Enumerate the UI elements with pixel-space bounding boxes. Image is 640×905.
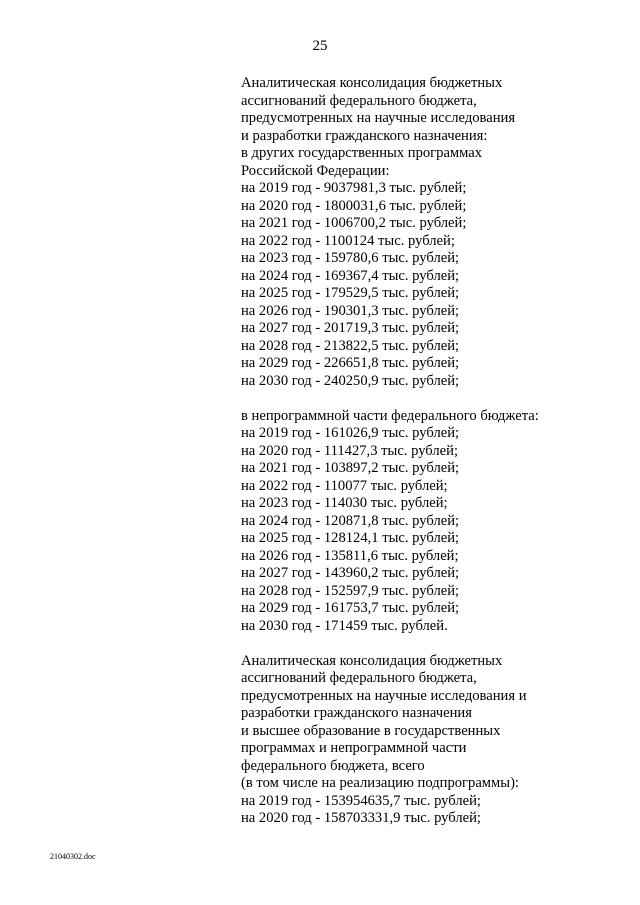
document-file-code: 21040302.doc xyxy=(50,852,96,861)
section-heading-line: Аналитическая консолидация бюджетных xyxy=(241,652,503,669)
section-heading-line: и разработки гражданского назначения: xyxy=(241,127,488,144)
section-total-consolidation xyxy=(241,653,571,828)
allocation-row: на 2021 год - 103897,2 тыс. рублей; xyxy=(241,460,460,476)
document-body xyxy=(241,75,571,828)
section-heading-line: в других государственных программах xyxy=(241,145,483,161)
allocation-row: на 2024 год - 169367,4 тыс. рублей; xyxy=(241,267,460,284)
allocation-row: на 2025 год - 179529,5 тыс. рублей; xyxy=(241,285,460,301)
section-non-program-part xyxy=(241,408,571,636)
allocation-row: на 2028 год - 213822,5 тыс. рублей; xyxy=(241,337,460,354)
allocation-row: на 2023 год - 114030 тыс. рублей; xyxy=(241,495,448,511)
allocation-row: на 2019 год - 153954635,7 тыс. рублей; xyxy=(241,792,481,809)
allocation-row: на 2024 год - 120871,8 тыс. рублей; xyxy=(241,512,460,529)
allocation-row: на 2022 год - 1100124 тыс. рублей; xyxy=(241,232,455,249)
allocation-row: на 2027 год - 201719,3 тыс. рублей; xyxy=(241,320,460,336)
section-heading-line: предусмотренных на научные исследования xyxy=(241,110,516,126)
section-heading-line: программах и непрограммной части xyxy=(241,740,467,756)
allocation-row: на 2027 год - 143960,2 тыс. рублей; xyxy=(241,565,460,581)
allocation-row: на 2028 год - 152597,9 тыс. рублей; xyxy=(241,582,460,599)
section-heading-line: федерального бюджета, всего xyxy=(241,757,425,774)
allocation-row: на 2020 год - 158703331,9 тыс. рублей; xyxy=(241,810,481,826)
page-number: 25 xyxy=(312,38,328,54)
allocation-row: на 2019 год - 9037981,3 тыс. рублей; xyxy=(241,180,467,196)
allocation-row: на 2030 год - 171459 тыс. рублей. xyxy=(241,617,448,634)
allocation-row: на 2020 год - 1800031,6 тыс. рублей; xyxy=(241,197,467,214)
section-heading-line: ассигнований федерального бюджета, xyxy=(241,670,477,686)
allocation-row: на 2026 год - 190301,3 тыс. рублей; xyxy=(241,302,460,319)
allocation-row: на 2029 год - 226651,8 тыс. рублей; xyxy=(241,355,460,371)
allocation-row: на 2026 год - 135811,6 тыс. рублей; xyxy=(241,547,459,564)
section-heading-line: Аналитическая консолидация бюджетных xyxy=(241,75,503,91)
section-heading-line: разработки гражданского назначения xyxy=(241,705,472,721)
allocation-row: на 2020 год - 111427,3 тыс. рублей; xyxy=(241,442,458,459)
section-heading-line: и высшее образование в государственных xyxy=(241,722,501,739)
allocation-row: на 2029 год - 161753,7 тыс. рублей; xyxy=(241,600,460,616)
paragraph-spacer xyxy=(241,390,571,408)
section-heading-line: предусмотренных на научные исследования и xyxy=(241,687,527,704)
section-heading-line: Российской Федерации: xyxy=(241,162,390,179)
paragraph-spacer xyxy=(241,635,571,653)
allocation-row: на 2021 год - 1006700,2 тыс. рублей; xyxy=(241,215,467,231)
section-other-state-programs xyxy=(241,75,571,390)
allocation-row: на 2022 год - 110077 тыс. рублей; xyxy=(241,477,448,494)
section-heading-line: ассигнований федерального бюджета, xyxy=(241,92,477,109)
allocation-row: на 2025 год - 128124,1 тыс. рублей; xyxy=(241,530,460,546)
allocation-row: на 2019 год - 161026,9 тыс. рублей; xyxy=(241,425,460,441)
allocation-row: на 2030 год - 240250,9 тыс. рублей; xyxy=(241,372,460,389)
section-heading-line: в непрограммной части федерального бюджета: xyxy=(241,407,539,424)
allocation-row: на 2023 год - 159780,6 тыс. рублей; xyxy=(241,250,460,266)
section-heading-line: (в том числе на реализацию подпрограммы): xyxy=(241,775,519,791)
